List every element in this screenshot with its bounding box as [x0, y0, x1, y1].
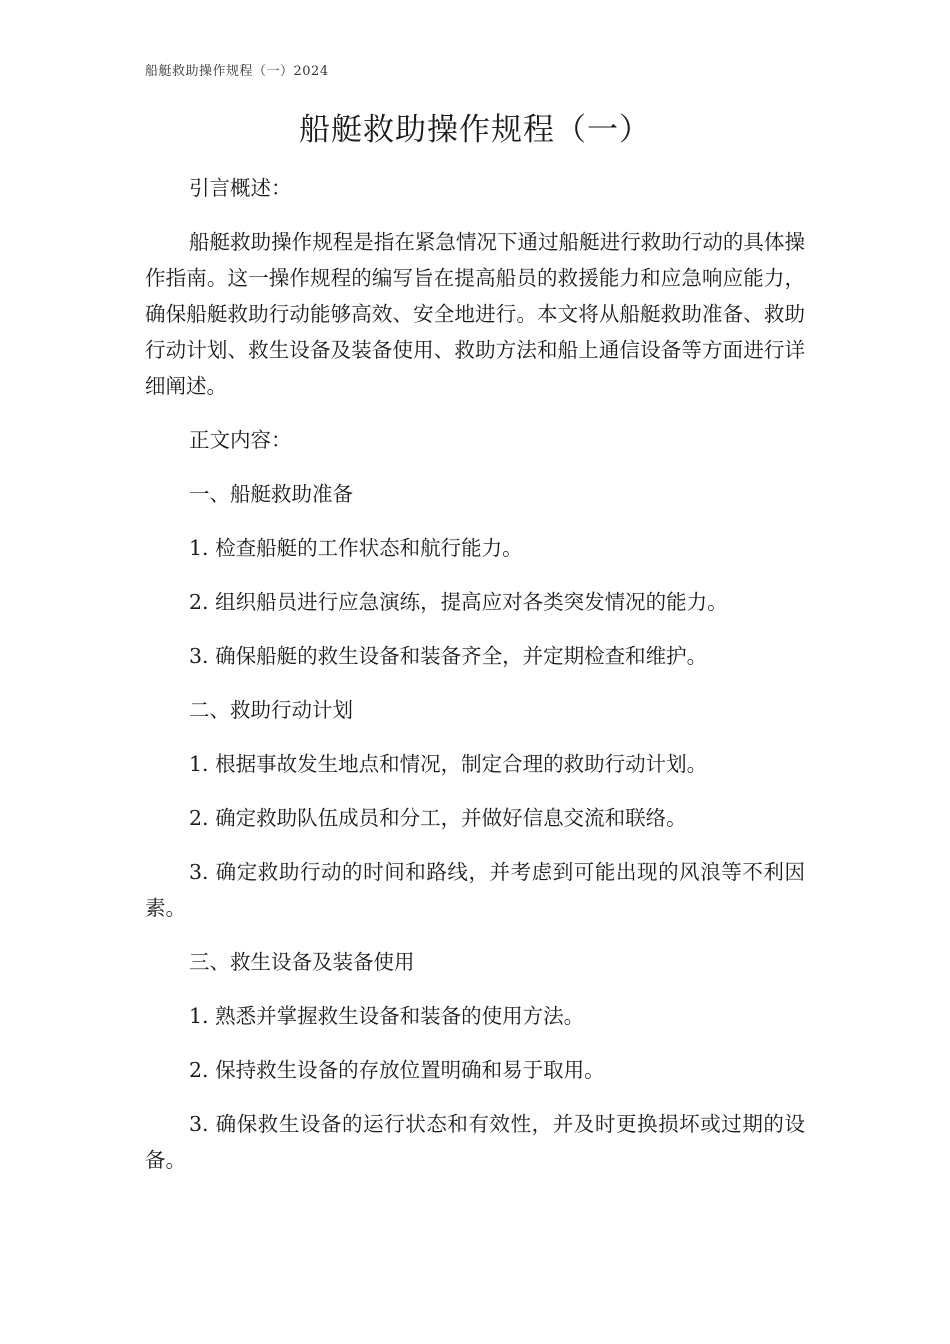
running-header: 船艇救助操作规程（一）2024 — [145, 64, 329, 79]
body-heading: 正文内容： — [189, 428, 292, 452]
section-heading-2: 二、救助行动计划 — [189, 698, 353, 722]
list-item: 2. 组织船员进行应急演练，提高应对各类突发情况的能力。 — [189, 590, 728, 614]
list-item: 1. 熟悉并掌握救生设备和装备的使用方法。 — [189, 1004, 585, 1028]
intro-heading: 引言概述： — [189, 176, 292, 200]
list-item: 2. 保持救生设备的存放位置明确和易于取用。 — [189, 1058, 605, 1082]
section-heading-1: 一、船艇救助准备 — [189, 482, 353, 506]
list-item: 3. 确保救生设备的运行状态和有效性，并及时更换损坏或过期的设备。 — [145, 1112, 805, 1172]
section-heading-3: 三、救生设备及装备使用 — [189, 950, 415, 974]
list-item: 3. 确保船艇的救生设备和装备齐全，并定期检查和维护。 — [189, 644, 708, 668]
intro-paragraph: 船艇救助操作规程是指在紧急情况下通过船艇进行救助行动的具体操作指南。这一操作规程的编写旨在提高船员的救援能力和应急响应能力，确保船艇救助行动能够高效、安全地进行。本文将从船艇救助准备、救助行动计划、救生设备及装备使用、救助方法和船上通信设备等方面进行详细阐述。 — [145, 230, 805, 398]
document-title: 船艇救助操作规程（一） — [299, 112, 651, 148]
list-item: 1. 根据事故发生地点和情况，制定合理的救助行动计划。 — [189, 752, 708, 776]
list-item: 2. 确定救助队伍成员和分工，并做好信息交流和联络。 — [189, 806, 687, 830]
list-item: 3. 确定救助行动的时间和路线，并考虑到可能出现的风浪等不利因素。 — [145, 860, 805, 920]
document-body — [145, 170, 805, 1196]
list-item: 1. 检查船艇的工作状态和航行能力。 — [189, 536, 523, 560]
